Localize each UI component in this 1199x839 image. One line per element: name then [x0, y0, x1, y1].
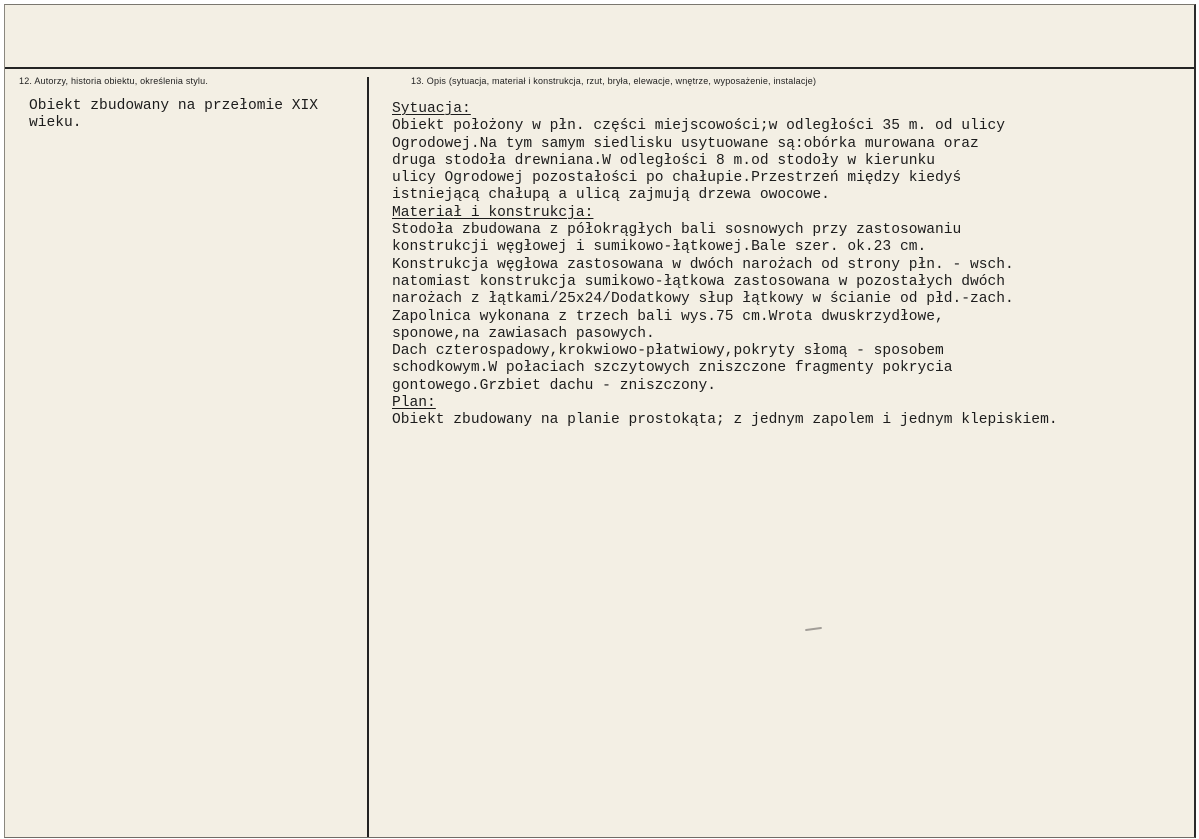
- field-13-label: 13. Opis (sytuacja, materiał i konstrukcja, rzut, bryła, elewacje, wnętrze, wyposażenie, instalacje): [411, 76, 817, 86]
- text-line: Dach czterospadowy,krokwiowo-płatwiowy,pokryty słomą - sposobem: [392, 343, 944, 360]
- text-line: natomiast konstrukcja sumikowo-łątkowa zastosowana w pozostałych dwóch: [392, 273, 1006, 290]
- column-divider: [367, 77, 369, 838]
- field-12-label: 12. Autorzy, historia obiektu, określenia stylu.: [19, 76, 209, 86]
- field-13-text: [392, 101, 1058, 430]
- section-heading-material: Materiał i konstrukcja:: [392, 204, 594, 221]
- text-line: druga stodoła drewniana.W odległości 8 m.od stodoły w kierunku: [392, 152, 935, 169]
- text-line: sponowe,na zawiasach pasowych.: [392, 325, 655, 342]
- text-line: Zapolnica wykonana z trzech bali wys.75 cm.Wrota dwuskrzydłowe,: [392, 308, 944, 325]
- text-line: Obiekt zbudowany na planie prostokąta; z jednym zapolem i jednym klepiskiem.: [392, 412, 1058, 429]
- section-heading-situation: Sytuacja:: [392, 101, 471, 117]
- text-line: Stodoła zbudowana z półokrągłych bali sosnowych przy zastosowaniu: [392, 222, 962, 239]
- text-line: istniejącą chałupą a ulicą zajmują drzewa owocowe.: [392, 187, 830, 204]
- ink-mark: [805, 627, 822, 631]
- text-line: gontowego.Grzbiet dachu - zniszczony.: [392, 377, 717, 394]
- text-line: konstrukcji węgłowej i sumikowo-łątkowej.Bale szer. ok.23 cm.: [392, 239, 927, 256]
- text-line: schodkowym.W połaciach szczytowych zniszczone fragmenty pokrycia: [392, 360, 953, 377]
- text-line: Ogrodowej.Na tym samym siedlisku usytuowane są:obórka murowana oraz: [392, 135, 979, 152]
- text-line: Konstrukcja węgłowa zastosowana w dwóch narożach od strony płn. - wsch.: [392, 256, 1014, 273]
- text-line: Obiekt położony w płn. części miejscowości;w odległości 35 m. od ulicy: [392, 118, 1006, 135]
- catalog-card: [4, 4, 1196, 838]
- section-heading-plan: Plan:: [392, 395, 436, 412]
- text-line: ulicy Ogrodowej pozostałości po chałupie.Przestrzeń między kiedyś: [392, 170, 962, 187]
- text-line: wieku.: [29, 115, 82, 132]
- text-line: narożach z łątkami/25x24/Dodatkowy słup łątkowy w ścianie od płd.-zach.: [392, 291, 1014, 308]
- field-12-text: [29, 98, 318, 133]
- text-line: Obiekt zbudowany na przełomie XIX: [29, 98, 319, 114]
- header-rule: [5, 67, 1194, 69]
